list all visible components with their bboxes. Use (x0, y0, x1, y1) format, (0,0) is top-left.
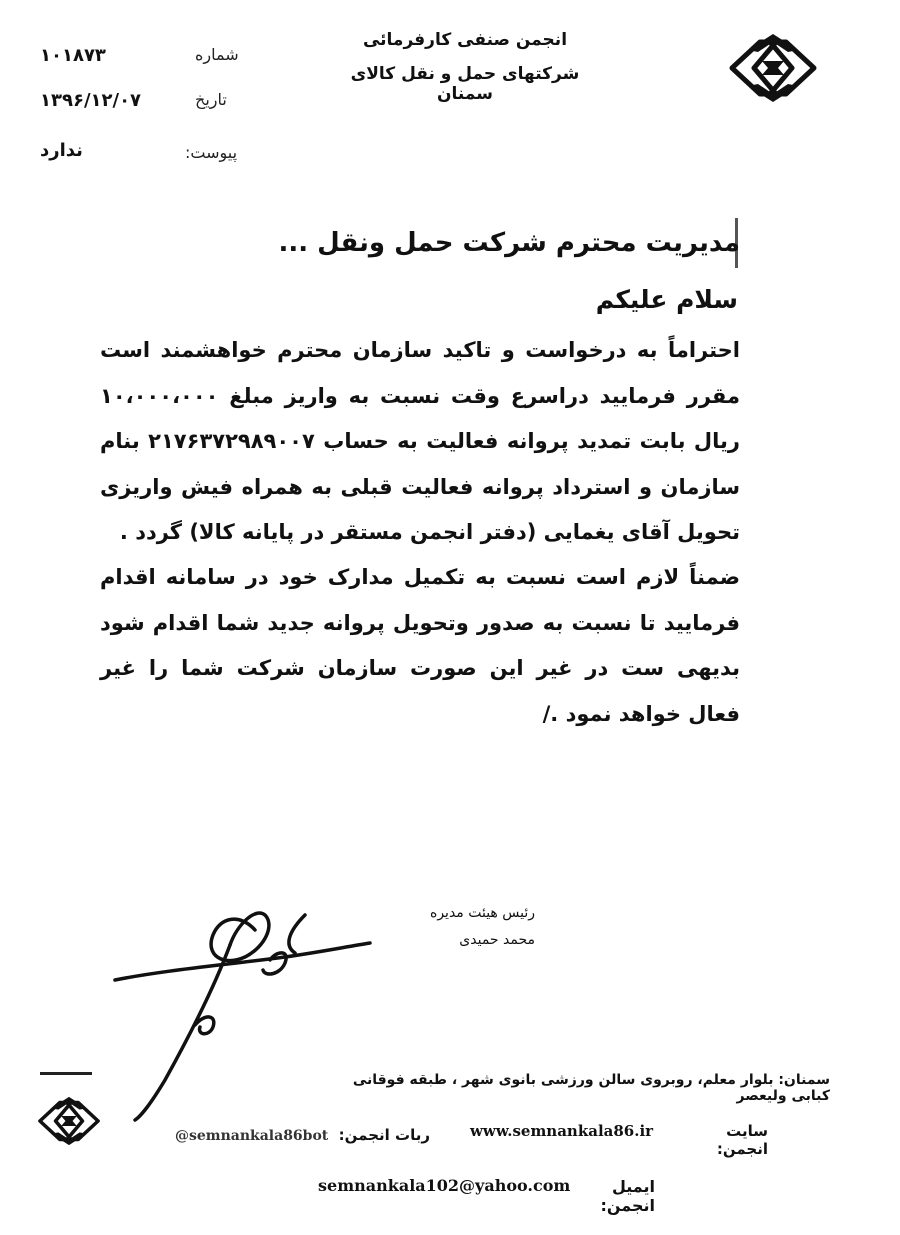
body-paragraph-1: احتراماً به درخواست و تاکید سازمان محترم خواهشمند است مقرر فرمایید دراسرع وقت نسبت به واریز مبلغ ۱۰،۰۰۰،۰۰۰ ریال بابت تمدید پروانه فعالیت به حساب ۲۱۷۶۳۷۲۹۸۹۰۰۷ بنام سازمان و استرداد پروانه فعالیت قبلی به همراه فیش واریزی تحویل آقای یغمایی (دفتر انجمن مستقر در پایانه کالا) گردد . (100, 338, 740, 544)
association-logo-icon (30, 1092, 108, 1150)
website-label: سایت انجمن: (716, 1122, 768, 1158)
website-link[interactable]: www.semnankala86.ir (470, 1122, 654, 1140)
bot-handle[interactable]: @semnankala86bot (175, 1128, 329, 1144)
organization-name-line2: شرکتهای حمل و نقل کالای سمنان (350, 64, 580, 104)
letter-number: ۱۰۱۸۷۳ (40, 45, 106, 66)
attachment-label: پیوست: (185, 143, 238, 162)
body-paragraph-2: ضمناً لازم است نسبت به تکمیل مدارک خود در سامانه اقدام فرمایید تا نسبت به صدور وتحویل پروانه جدید شما اقدام شود بدیهی ست در غیر این صورت سازمان شرکت شما را غیر فعال خواهد نمود ./ (100, 565, 740, 726)
email-link[interactable]: semnankala102@yahoo.com (318, 1176, 571, 1195)
signatory-title: رئیس هیئت مدیره (429, 905, 535, 921)
date-label: تاریخ (195, 90, 227, 109)
bot-label: ربات انجمن: (338, 1126, 430, 1144)
email-label: ایمیل انجمن: (600, 1177, 655, 1215)
signatory-name: محمد حمیدی (459, 932, 535, 948)
number-label: شماره (195, 45, 239, 64)
greeting: سلام علیکم (595, 285, 738, 314)
footer-address: سمنان: بلوار معلم، روبروی سالن ورزشی بانوی شهر ، طبقه فوقانی کبابی ولیعصر (352, 1072, 830, 1104)
recipient-line: مدیریت محترم شرکت حمل ونقل ... (278, 228, 740, 258)
organization-name-line1: انجمن صنفی کارفرمائی (362, 30, 568, 50)
attachment-value: ندارد (40, 140, 83, 161)
association-logo-icon (718, 28, 828, 108)
footer-divider (40, 1072, 92, 1075)
letter-date: ۱۳۹۶/۱۲/۰۷ (40, 90, 142, 111)
